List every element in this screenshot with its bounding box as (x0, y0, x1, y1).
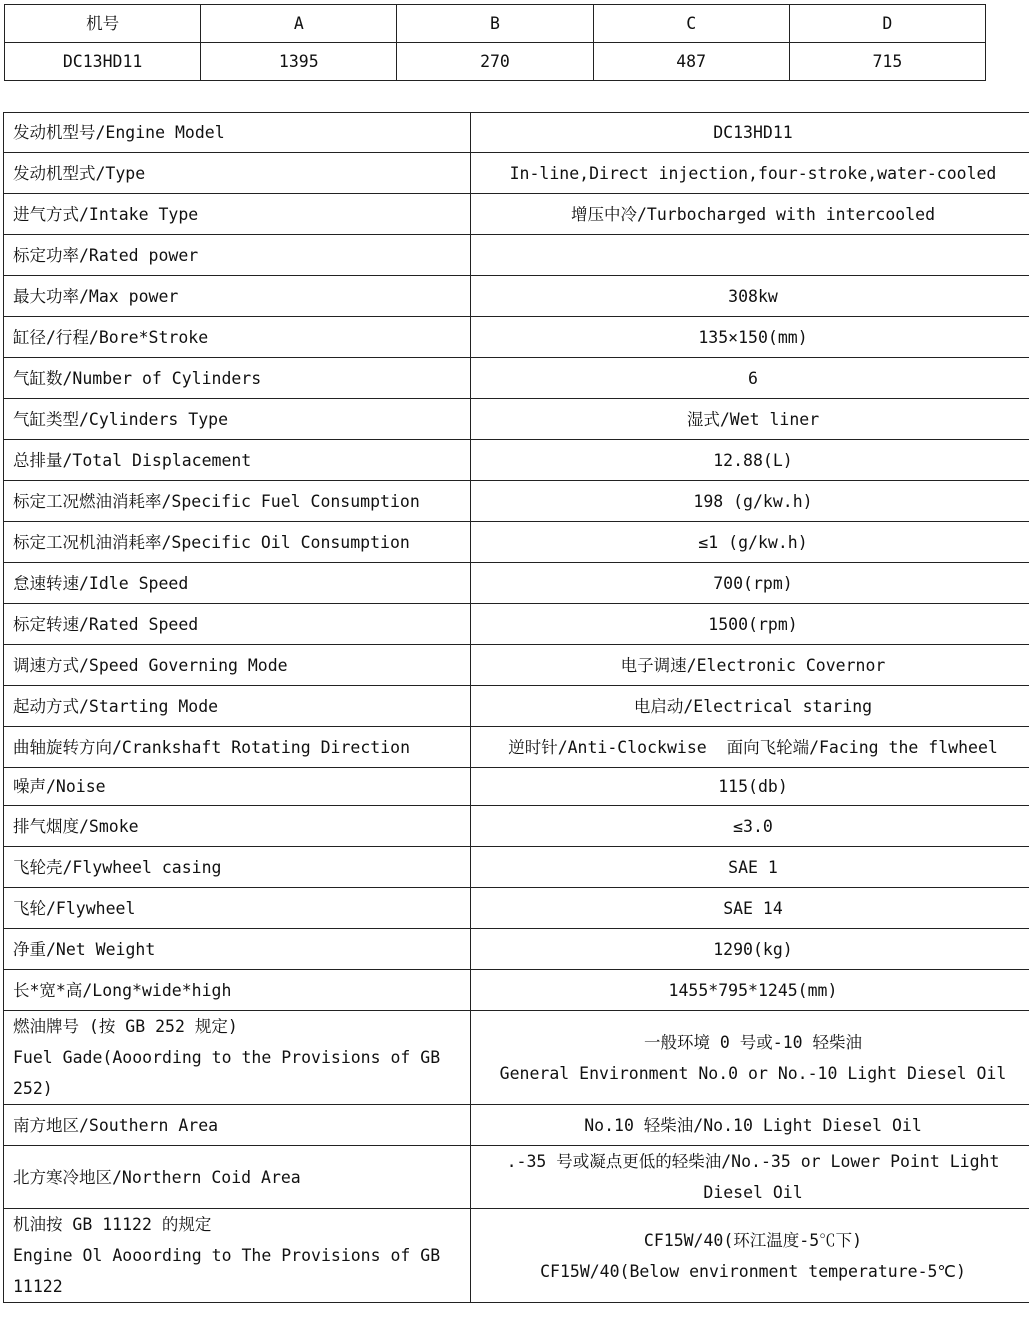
spec-label-text: 南方地区/Southern Area (13, 1115, 219, 1135)
value-cell-b: 270 (397, 43, 593, 81)
header-cell-d: D (789, 5, 985, 43)
spec-label-text: 飞轮/Flywheel (13, 898, 136, 918)
spec-label-text: 飞轮壳/Flywheel casing (13, 857, 222, 877)
spec-value-text: SAE 14 (723, 898, 783, 918)
spec-value-text: DC13HD11 (713, 123, 793, 142)
spec-row (4, 645, 1029, 686)
spec-row (4, 235, 1029, 276)
spec-value-text: General Environment No.0 or No.-10 Light Diesel Oil (499, 1063, 1007, 1083)
value-cell-c: 487 (593, 43, 789, 81)
spec-value-cell (471, 194, 1029, 235)
spec-value-text: 电启动/Electrical staring (633, 696, 873, 716)
spec-label-cell (4, 1209, 471, 1303)
spec-value-cell (471, 481, 1029, 522)
spec-value-cell (471, 768, 1029, 806)
spec-row (4, 1105, 1029, 1146)
spec-value-cell (471, 686, 1029, 727)
spec-value-text: CF15W/40(Below environment temperature-5℃) (540, 1261, 966, 1281)
spec-row (4, 806, 1029, 847)
spec-label-text: 排气烟度/Smoke (13, 816, 139, 836)
spec-label-cell (4, 686, 471, 727)
header-cell-a: A (201, 5, 397, 43)
spec-value-text: In-line,Direct injection,four-stroke,water-cooled (509, 163, 997, 183)
header-cell-c: C (593, 5, 789, 43)
spec-value-cell (471, 847, 1029, 888)
spec-value-text: Diesel Oil (703, 1183, 803, 1202)
spec-value-text: .-35 号或凝点更低的轻柴油/No.-35 or Lower Point Light (506, 1152, 1000, 1171)
header-cell-b: B (397, 5, 593, 43)
spec-row (4, 1011, 1029, 1105)
header-cell-model: 机号 (5, 5, 201, 43)
spec-label-cell (4, 929, 471, 970)
spec-label-cell (4, 317, 471, 358)
spec-label-text: 缸径/行程/Bore*Stroke (13, 327, 209, 347)
spec-label-cell (4, 358, 471, 399)
engine-spec-table (3, 112, 1029, 1303)
spec-label-cell (4, 440, 471, 481)
spec-label-text: 最大功率/Max power (13, 286, 179, 306)
spec-label-text: 噪声/Noise (13, 777, 106, 796)
spec-label-text: 气缸类型/Cylinders Type (13, 409, 229, 429)
spec-row (4, 153, 1029, 194)
engine-dimension-table (4, 4, 986, 81)
spec-label-cell (4, 806, 471, 847)
spec-value-cell (471, 1209, 1029, 1303)
dimension-header-row (5, 5, 986, 43)
spec-value-cell (471, 727, 1029, 768)
spec-label-text: 发动机型号/Engine Model (13, 123, 225, 142)
spec-value-text: 308kw (728, 286, 778, 306)
spec-label-cell (4, 235, 471, 276)
spec-label-cell (4, 194, 471, 235)
spec-value-text: 电子调速/Electronic Covernor (620, 655, 886, 675)
spec-label-text: 进气方式/Intake Type (13, 204, 199, 224)
spec-label-text: 北方寒冷地区/Northern Coid Area (13, 1167, 301, 1187)
spec-row (4, 970, 1029, 1011)
spec-row (4, 358, 1029, 399)
spec-row (4, 1209, 1029, 1303)
spec-value-cell (471, 888, 1029, 929)
spec-row (4, 399, 1029, 440)
spec-value-cell (471, 399, 1029, 440)
spec-label-cell (4, 153, 471, 194)
spec-value-cell (471, 604, 1029, 645)
spec-label-text: 曲轴旋转方向/Crankshaft Rotating Direction (13, 737, 411, 757)
spec-label-text: 标定工况机油消耗率/Specific Oil Consumption (13, 532, 410, 552)
value-cell-model: DC13HD11 (5, 43, 201, 81)
spec-row (4, 604, 1029, 645)
spec-value-cell (471, 806, 1029, 847)
spec-value-cell (471, 1146, 1029, 1209)
spec-label-cell (4, 888, 471, 929)
dimension-value-row (5, 43, 986, 81)
spec-value-text: 一般环境 0 号或-10 轻柴油 (643, 1032, 863, 1052)
spec-label-text: 调速方式/Speed Governing Mode (13, 655, 288, 675)
spec-label-cell (4, 276, 471, 317)
spec-value-text: CF15W/40(环江温度-5℃下) (643, 1230, 863, 1250)
spec-label-text: 标定功率/Rated power (13, 245, 199, 265)
spec-label-cell (4, 1011, 471, 1105)
spec-label-text: 标定工况燃油消耗率/Specific Fuel Consumption (13, 491, 420, 511)
spec-value-text: 增压中冷/Turbocharged with intercooled (570, 204, 935, 224)
spec-value-text: No.10 轻柴油/No.10 Light Diesel Oil (584, 1115, 922, 1135)
spec-label-text: 燃油牌号 (按 GB 252 规定) (13, 1017, 238, 1036)
spec-value-text: SAE 1 (728, 857, 778, 877)
spec-value-cell (471, 113, 1029, 153)
spec-value-cell (471, 317, 1029, 358)
spec-label-cell (4, 847, 471, 888)
spec-value-cell (471, 970, 1029, 1011)
spec-label-text: 总排量/Total Displacement (13, 450, 252, 470)
spec-value-cell (471, 235, 1029, 276)
value-cell-a: 1395 (201, 43, 397, 81)
spec-row (4, 481, 1029, 522)
spec-label-cell (4, 1146, 471, 1209)
spec-row (4, 276, 1029, 317)
spec-row (4, 440, 1029, 481)
spec-row (4, 768, 1029, 806)
spec-row (4, 686, 1029, 727)
spec-label-cell (4, 522, 471, 563)
spec-label-cell (4, 970, 471, 1011)
spec-value-cell (471, 1105, 1029, 1146)
spec-row (4, 522, 1029, 563)
spec-label-text: 气缸数/Number of Cylinders (13, 368, 262, 388)
spec-value-text: ≤1 (g/kw.h) (698, 532, 808, 552)
spec-label-cell (4, 481, 471, 522)
spec-value-cell (471, 358, 1029, 399)
spec-row (4, 1146, 1029, 1209)
spec-label-cell (4, 727, 471, 768)
spec-value-cell (471, 153, 1029, 194)
spec-row (4, 563, 1029, 604)
spec-table-body (4, 113, 1029, 1303)
spec-label-cell (4, 563, 471, 604)
spec-value-text: 1500(rpm) (708, 614, 798, 634)
spec-value-text: 6 (748, 368, 758, 388)
spec-value-text: 1455*795*1245(mm) (668, 980, 838, 1000)
spec-label-text: 长*宽*高/Long*wide*high (13, 980, 232, 1000)
spec-value-text: ≤3.0 (733, 816, 773, 836)
spec-row (4, 194, 1029, 235)
spec-value-cell (471, 929, 1029, 970)
spec-label-text: 发动机型式/Type (13, 163, 146, 183)
value-cell-d: 715 (789, 43, 985, 81)
spec-value-text: 12.88(L) (713, 450, 793, 470)
spec-label-text: 净重/Net Weight (13, 939, 156, 959)
spec-row (4, 113, 1029, 153)
spec-label-text: 标定转速/Rated Speed (13, 614, 199, 634)
spec-label-cell (4, 768, 471, 806)
spec-row (4, 727, 1029, 768)
spec-value-text: 逆时针/Anti-Clockwise 面向飞轮端/Facing the flwheel (508, 737, 998, 757)
spec-label-text: Fuel Gade(Aooording to the Provisions of GB (13, 1048, 441, 1067)
spec-label-cell (4, 604, 471, 645)
spec-value-cell (471, 645, 1029, 686)
spec-value-text: 湿式/Wet liner (686, 409, 820, 429)
spec-value-cell (471, 563, 1029, 604)
spec-label-text: 怠速转速/Idle Speed (13, 573, 189, 593)
spec-value-text: 115(db) (718, 777, 788, 796)
spec-label-text: Engine Ol Aooording to The Provisions of GB (13, 1246, 441, 1265)
spec-label-cell (4, 113, 471, 153)
spec-label-text: 252) (13, 1079, 53, 1098)
spec-value-cell (471, 522, 1029, 563)
spec-label-cell (4, 645, 471, 686)
spec-value-text: 1290(kg) (713, 939, 793, 959)
spec-row (4, 888, 1029, 929)
spec-label-cell (4, 1105, 471, 1146)
spec-value-text: 135×150(mm) (698, 327, 808, 347)
spec-label-cell (4, 399, 471, 440)
spec-value-cell (471, 440, 1029, 481)
spec-label-text: 起动方式/Starting Mode (13, 696, 219, 716)
spec-value-text: 700(rpm) (713, 573, 793, 593)
spec-value-cell (471, 1011, 1029, 1105)
spec-label-text: 机油按 GB 11122 的规定 (13, 1215, 212, 1234)
spec-label-text: 11122 (13, 1277, 63, 1296)
spec-row (4, 847, 1029, 888)
spec-value-text: 198 (g/kw.h) (693, 491, 813, 511)
spec-row (4, 317, 1029, 358)
spec-row (4, 929, 1029, 970)
spec-value-cell (471, 276, 1029, 317)
